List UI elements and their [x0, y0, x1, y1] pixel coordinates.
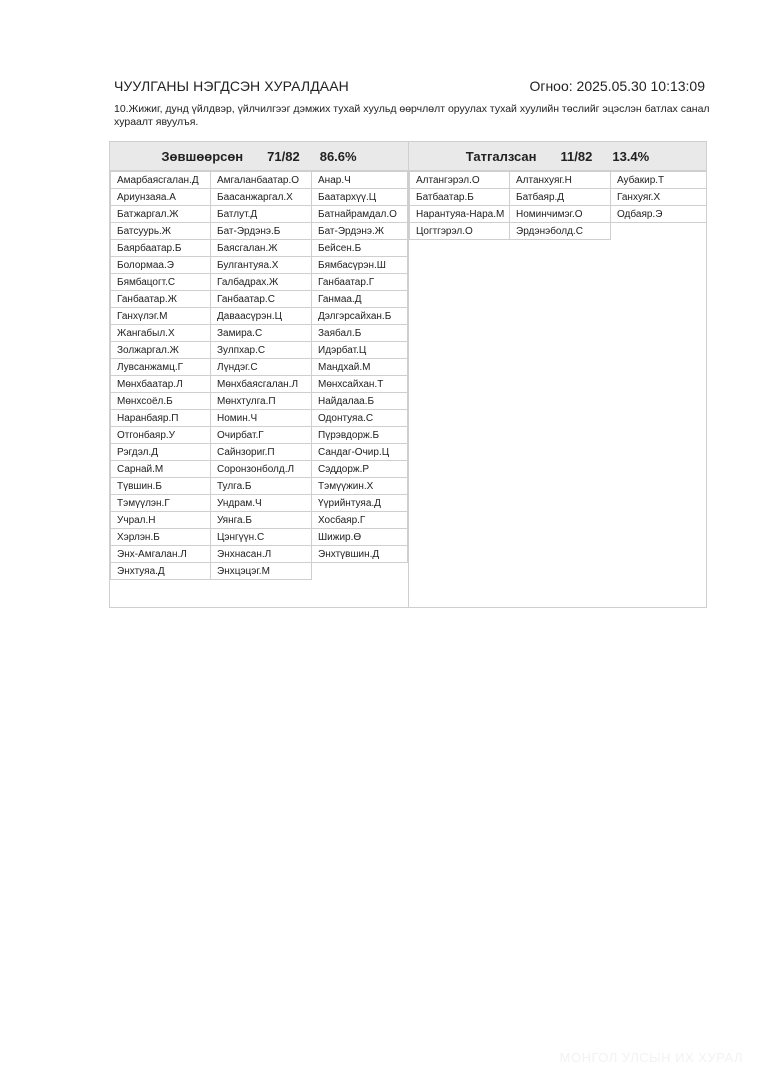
approved-member-name: Номин.Ч [210, 409, 312, 427]
approved-member-name: Хэрлэн.Б [110, 528, 211, 546]
rejected-percent: 13.4% [612, 148, 650, 164]
approved-member-name: Бямбацогт.С [110, 273, 211, 291]
rejected-member-name: Алтанхуяг.Н [509, 171, 611, 189]
approved-member-name: Ундрам.Ч [210, 494, 312, 512]
approved-member-name: Отгонбаяр.У [110, 426, 211, 444]
approved-member-name: Тэмүүлэн.Г [110, 494, 211, 512]
approved-member-name: Баясгалан.Ж [210, 239, 312, 257]
approved-member-name: Болормаа.Э [110, 256, 211, 274]
approved-member-name: Цэнгүүн.С [210, 528, 312, 546]
approved-member-name: Бат-Эрдэнэ.Б [210, 222, 312, 240]
approved-member-name: Ганбаатар.Г [311, 273, 408, 291]
approved-member-name: Батнайрамдал.О [311, 205, 408, 223]
approved-header [110, 142, 408, 171]
rejected-label: Татгалзсан [465, 148, 537, 164]
rejected-header [409, 142, 706, 171]
approved-member-name: Даваасүрэн.Ц [210, 307, 312, 325]
approved-member-name: Энх-Амгалан.Л [110, 545, 211, 563]
vote-results [109, 141, 707, 608]
approved-member-name: Энхтүвшин.Д [311, 545, 408, 563]
rejected-member-name: Цогтгэрэл.О [409, 222, 510, 240]
approved-member-name: Лувсанжамц.Г [110, 358, 211, 376]
approved-member-name: Ганмаа.Д [311, 290, 408, 308]
approved-member-name: Шижир.Ө [311, 528, 408, 546]
approved-names-grid [110, 171, 408, 579]
rejected-member-name: Номинчимэг.О [509, 205, 611, 223]
approved-member-name: Бейсен.Б [311, 239, 408, 257]
approved-member-name: Сандаг-Очир.Ц [311, 443, 408, 461]
rejected-count: 11/82 [560, 148, 593, 164]
approved-member-name: Анар.Ч [311, 171, 408, 189]
approved-member-name: Ганхүлэг.М [110, 307, 211, 325]
approved-member-name: Соронзонболд.Л [210, 460, 312, 478]
approved-member-name: Сэддорж.Р [311, 460, 408, 478]
approved-member-name: Дэлгэрсайхан.Б [311, 307, 408, 325]
approved-member-name: Тулга.Б [210, 477, 312, 495]
approved-member-name: Сарнай.М [110, 460, 211, 478]
approved-member-name: Лүндэг.С [210, 358, 312, 376]
approved-member-name: Түвшин.Б [110, 477, 211, 495]
approved-member-name: Үүрийнтуяа.Д [311, 494, 408, 512]
approved-member-name: Булгантуяа.Х [210, 256, 312, 274]
approved-member-name: Баатархүү.Ц [311, 188, 408, 206]
approved-member-name: Мөнхтулга.П [210, 392, 312, 410]
approved-member-name: Мандхай.М [311, 358, 408, 376]
approved-panel [110, 142, 408, 607]
approved-member-name: Энхцэцэг.М [210, 562, 312, 580]
approved-member-name: Амарбаясгалан.Д [110, 171, 211, 189]
approved-member-name: Жангабыл.Х [110, 324, 211, 342]
approved-member-name: Уянга.Б [210, 511, 312, 529]
approved-member-name: Бямбасүрэн.Ш [311, 256, 408, 274]
approved-member-name: Ариунзаяа.А [110, 188, 211, 206]
approved-member-name: Ганбаатар.С [210, 290, 312, 308]
approved-member-name: Мөнхбаясгалан.Л [210, 375, 312, 393]
approved-member-name: Пүрэвдорж.Б [311, 426, 408, 444]
vote-question: 10.Жижиг, дунд үйлдвэр, үйлчилгээг дэмжих тухай хуульд өөрчлөлт оруулах тухай хуулийн төслийг эцэслэн батлах санал хураалт явуулъя. [114, 103, 710, 128]
rejected-member-name: Одбаяр.Э [610, 205, 707, 223]
approved-member-name: Золжаргал.Ж [110, 341, 211, 359]
approved-member-name: Сайнзориг.П [210, 443, 312, 461]
approved-member-name: Ганбаатар.Ж [110, 290, 211, 308]
approved-member-name: Батлут.Д [210, 205, 312, 223]
approved-member-name: Наранбаяр.П [110, 409, 211, 427]
approved-member-name: Тэмүүжин.Х [311, 477, 408, 495]
approved-member-name: Заябал.Б [311, 324, 408, 342]
approved-member-name: Рэгдэл.Д [110, 443, 211, 461]
approved-member-name: Баярбаатар.Б [110, 239, 211, 257]
session-title: ЧУУЛГАНЫ НЭГДСЭН ХУРАЛДААН [114, 78, 349, 94]
approved-member-name: Найдалаа.Б [311, 392, 408, 410]
approved-member-name: Энхтуяа.Д [110, 562, 211, 580]
approved-percent: 86.6% [319, 148, 357, 164]
approved-member-name: Учрал.Н [110, 511, 211, 529]
rejected-member-name: Нарантуяа-Нара.М [409, 205, 510, 223]
approved-count: 71/82 [267, 148, 300, 164]
rejected-member-name: Аубакир.Т [610, 171, 707, 189]
rejected-member-name: Батбаяр.Д [509, 188, 611, 206]
approved-member-name: Зулпхар.С [210, 341, 312, 359]
approved-member-name: Галбадрах.Ж [210, 273, 312, 291]
rejected-names-grid [409, 171, 706, 239]
approved-member-name: Очирбат.Г [210, 426, 312, 444]
approved-member-name: Амгаланбаатар.О [210, 171, 312, 189]
approved-member-name: Батсуурь.Ж [110, 222, 211, 240]
rejected-member-name: Батбаатар.Б [409, 188, 510, 206]
approved-member-name: Одонтуяа.С [311, 409, 408, 427]
rejected-member-name: Эрдэнэболд.С [509, 222, 611, 240]
approved-member-name: Энхнасан.Л [210, 545, 312, 563]
approved-member-name: Баасанжаргал.Х [210, 188, 312, 206]
rejected-panel [408, 142, 706, 607]
rejected-member-name: Алтангэрэл.О [409, 171, 510, 189]
rejected-member-name: Ганхуяг.Х [610, 188, 707, 206]
watermark-footer: МОНГОЛ УЛСЫН ИХ ХУРАЛ [559, 1050, 743, 1065]
session-date: Огноо: 2025.05.30 10:13:09 [529, 78, 705, 94]
approved-member-name: Замира.С [210, 324, 312, 342]
approved-member-name: Хосбаяр.Г [311, 511, 408, 529]
approved-member-name: Мөнхсайхан.Т [311, 375, 408, 393]
approved-member-name: Мөнхсоёл.Б [110, 392, 211, 410]
approved-member-name: Мөнхбаатар.Л [110, 375, 211, 393]
approved-member-name: Идэрбат.Ц [311, 341, 408, 359]
approved-member-name: Батжаргал.Ж [110, 205, 211, 223]
approved-member-name: Бат-Эрдэнэ.Ж [311, 222, 408, 240]
approved-label: Зөвшөөрсөн [161, 148, 244, 164]
